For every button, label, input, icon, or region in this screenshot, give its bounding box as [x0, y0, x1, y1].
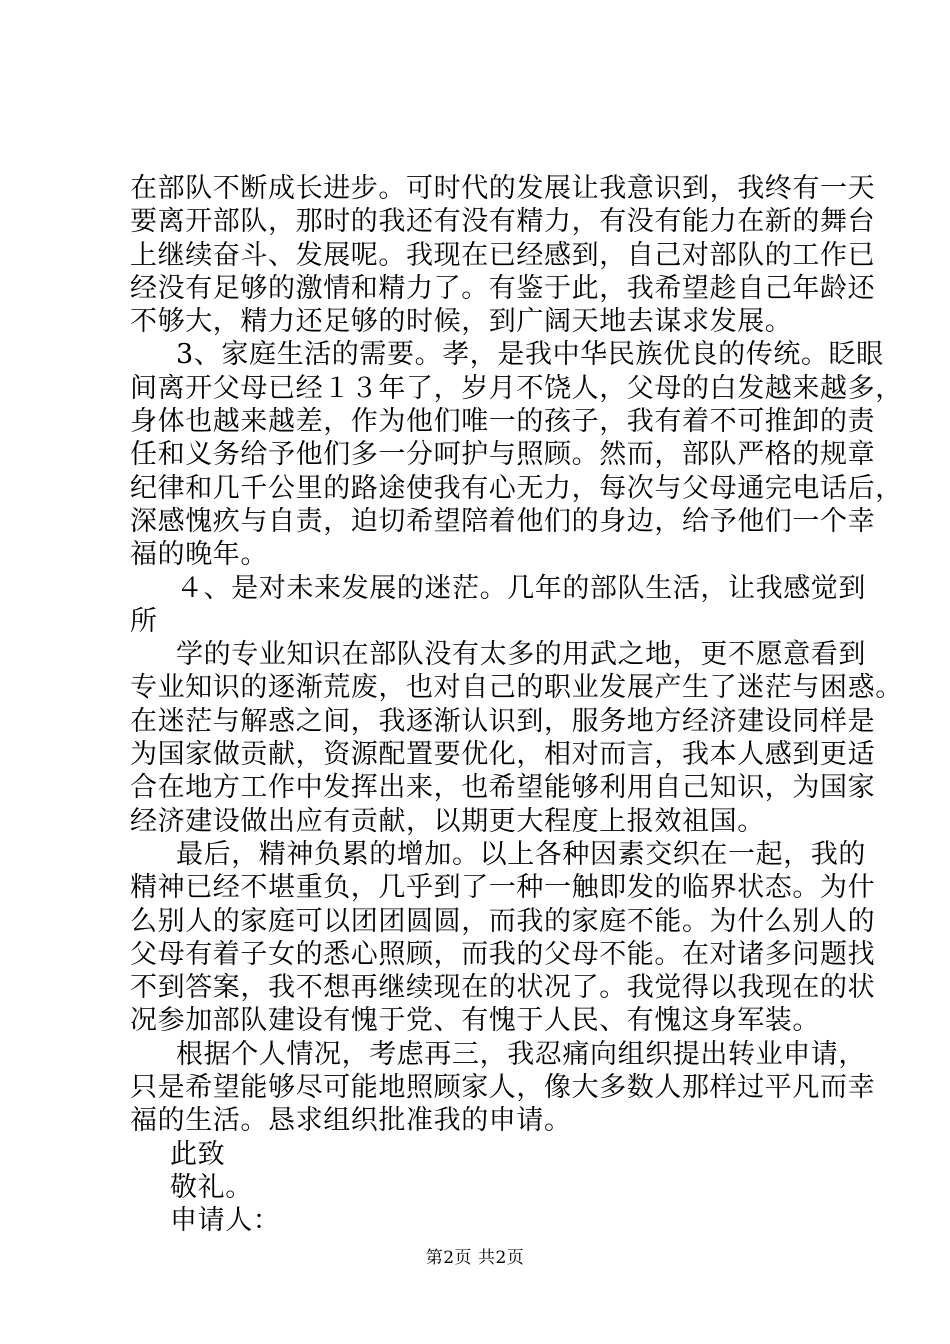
text-line: 父母有着子女的悉心照顾，而我的父母不能。在对诸多问题找	[130, 938, 876, 970]
text-line: 不够大，精力还足够的时候，到广阔天地去谋求发展。	[130, 306, 793, 338]
paragraph-start-line: 3、家庭生活的需要。孝，是我中华民族优良的传统。眨眼	[176, 339, 884, 371]
text-line: 况参加部队建设有愧于党、有愧于人民、有愧这身军装。	[130, 1005, 820, 1037]
page-number-footer: 第2页 共2页	[425, 1248, 525, 1268]
text-line: 福的晚年。	[130, 539, 268, 571]
text-line: 要离开部队，那时的我还有没有精力，有没有能力在新的舞台	[130, 206, 876, 238]
text-line: 经没有足够的激情和精力了。有鉴于此，我希望趁自己年龄还	[130, 272, 876, 304]
text-line: 任和义务给予他们多一分呵护与照顾。然而，部队严格的规章	[130, 439, 876, 471]
text-line: 上继续奋斗、发展呢。我现在已经感到，自己对部队的工作已	[130, 239, 876, 271]
text-line: 么别人的家庭可以团团圆圆，而我的家庭不能。为什么别人的	[130, 905, 876, 937]
paragraph-start-line: 根据个人情况，考虑再三，我忍痛向组织提出转业申请，	[176, 1038, 866, 1070]
text-line: 间离开父母已经１３年了，岁月不饶人，父母的白发越来越多，	[130, 372, 903, 404]
salutation-line: 敬礼。	[170, 1171, 253, 1203]
text-line: 福的生活。恳求组织批准我的申请。	[130, 1105, 572, 1137]
text-line: 专业知识的逐渐荒废，也对自己的职业发展产生了迷茫与困惑。	[130, 672, 903, 704]
text-line: 在部队不断成长进步。可时代的发展让我意识到，我终有一天	[130, 173, 876, 204]
text-line: 只是希望能够尽可能地照顾家人，像大多数人那样过平凡而幸	[130, 1072, 876, 1104]
text-line: 为国家做贡献，资源配置要优化，相对而言，我本人感到更适	[130, 739, 876, 771]
text-line: 合在地方工作中发挥出来，也希望能够利用自己知识，为国家	[130, 772, 876, 804]
text-line: 精神已经不堪重负，几乎到了一种一触即发的临界状态。为什	[130, 872, 876, 904]
applicant-signature-line: 申请人：	[170, 1205, 281, 1237]
closing-line: 此致	[170, 1138, 226, 1170]
text-line: 身体也越来越差，作为他们唯一的孩子，我有着不可推卸的责	[130, 406, 876, 438]
text-line: 不到答案，我不想再继续现在的状况了。我觉得以我现在的状	[130, 972, 876, 1004]
paragraph-start-line: 学的专业知识在部队没有太多的用武之地，更不愿意看到	[176, 639, 866, 671]
text-line: 深感愧疚与自责，迫切希望陪着他们的身边，给予他们一个幸	[130, 505, 876, 537]
document-body	[130, 172, 903, 1238]
paragraph-start-line: 最后，精神负累的增加。以上各种因素交织在一起，我的	[176, 838, 866, 870]
text-line: 经济建设做出应有贡献，以期更大程度上报效祖国。	[130, 805, 765, 837]
text-line: 在迷茫与解惑之间，我逐渐认识到，服务地方经济建设同样是	[130, 705, 876, 737]
paragraph-start-line: ４、是对未来发展的迷茫。几年的部队生活，让我感觉到	[176, 572, 866, 604]
text-line: 纪律和几千公里的路途使我有心无力，每次与父母通完电话后，	[130, 472, 903, 504]
text-line: 所	[130, 605, 158, 637]
